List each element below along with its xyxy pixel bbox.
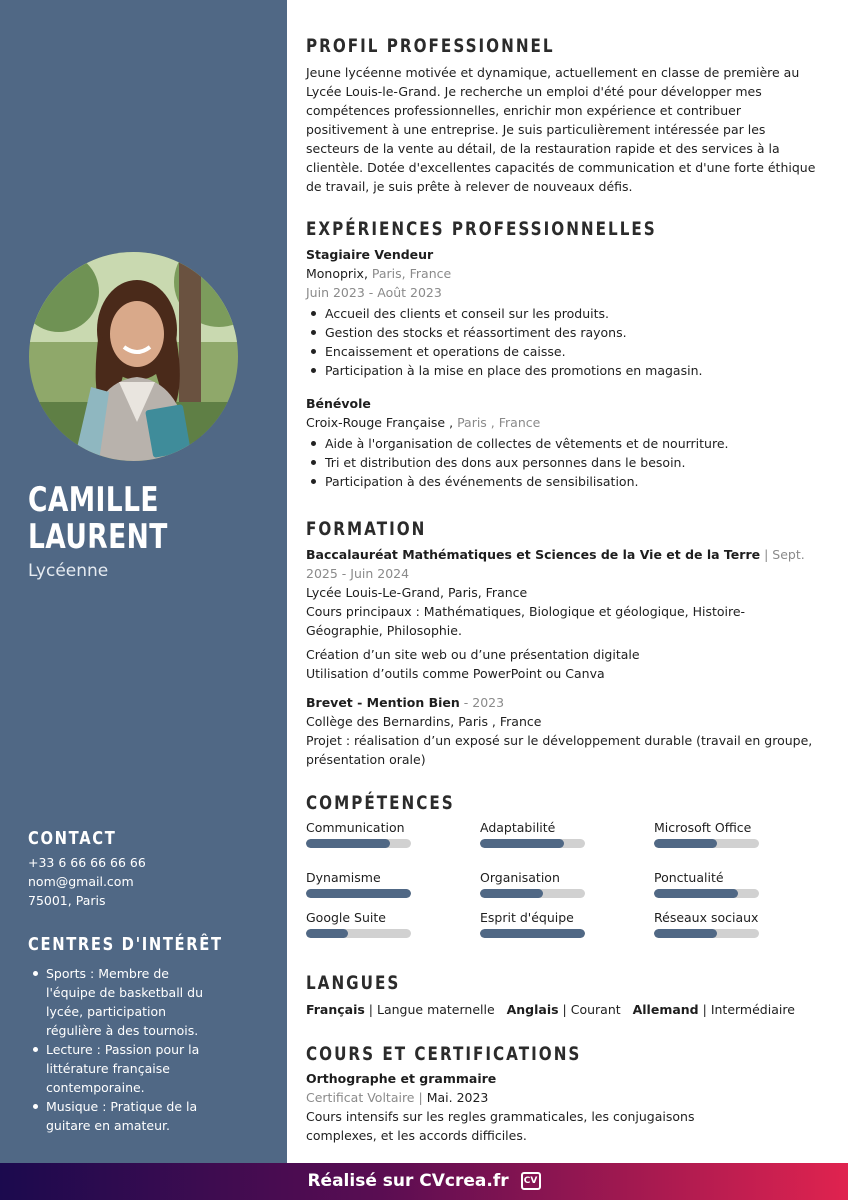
interest-item: Musique : Pratique de la guitare en amateur. [28, 1097, 203, 1135]
job-tasks [306, 304, 821, 380]
certifications-heading: COURS ET CERTIFICATIONS [306, 1043, 582, 1065]
job-company-line [306, 413, 821, 432]
skill-bar-fill [480, 929, 585, 938]
skill-bar-fill [654, 839, 717, 848]
education-header [306, 693, 821, 712]
education-entry [306, 545, 821, 683]
project: Projet : réalisation d’un exposé sur le développement durable (travail en groupe, présentation orale) [306, 733, 813, 767]
language-level: Langue maternelle [377, 1002, 495, 1017]
language-level: Intermédiaire [710, 1002, 795, 1017]
skill-bar-track [480, 889, 585, 898]
separator: | [764, 547, 769, 562]
cvcrea-logo-icon: CV [521, 1172, 541, 1190]
education-heading: FORMATION [306, 518, 427, 540]
skill-bar-track [654, 889, 759, 898]
interests-heading: CENTRES D'INTÉRÊT [28, 934, 223, 955]
skill-item [480, 870, 600, 885]
languages-line [306, 1000, 821, 1019]
interests-list [28, 964, 203, 1135]
interest-item: Lecture : Passion pour la littérature française contemporaine. [28, 1040, 203, 1097]
job-company: Monoprix, [306, 266, 368, 281]
language-name: Français [306, 1002, 365, 1017]
education-extra: Création d’un site web ou d’une présentation digitale [306, 647, 640, 662]
languages-heading: LANGUES [306, 972, 401, 994]
skill-bar-track [306, 839, 411, 848]
skill-name: Dynamisme [306, 870, 381, 885]
certification-entry [306, 1069, 821, 1145]
school: Collège des Bernardins, Paris , France [306, 714, 542, 729]
job-task: Participation à la mise en place des promotions en magasin. [306, 361, 821, 380]
sidebar [0, 0, 287, 1163]
email: nom@gmail.com [28, 874, 134, 889]
last-name: LAURENT [28, 517, 168, 557]
job-entry [306, 394, 821, 491]
interest-item: Sports : Membre de l'équipe de basketball du lycée, participation régulière à des tournois. [28, 964, 203, 1040]
certification-desc: complexes, et les accords difficiles. [306, 1128, 527, 1143]
job-task: Accueil des clients et conseil sur les produits. [306, 304, 821, 323]
skill-bar-track [306, 929, 411, 938]
skill-name: Adaptabilité [480, 820, 556, 835]
experience-heading: EXPÉRIENCES PROFESSIONNELLES [306, 218, 657, 240]
certification-name: Orthographe et grammaire [306, 1071, 497, 1086]
contact-info [28, 853, 146, 910]
skill-bar-track [654, 839, 759, 848]
certification-meta [306, 1088, 821, 1107]
footer-banner[interactable] [0, 1163, 848, 1200]
first-name: CAMILLE [28, 480, 159, 520]
skill-item [654, 820, 774, 835]
separator: | [702, 1002, 707, 1017]
contact-heading: CONTACT [28, 828, 117, 849]
skill-name: Microsoft Office [654, 820, 752, 835]
education-dates: - 2023 [463, 695, 505, 710]
skill-item [306, 820, 426, 835]
skill-name: Organisation [480, 870, 560, 885]
certification-date: Mai. 2023 [426, 1090, 489, 1105]
footer-text[interactable]: Réalisé sur CVcrea.fr [307, 1171, 509, 1191]
job-task: Participation à des événements de sensibilisation. [306, 472, 821, 491]
job-title: Bénévole [306, 396, 371, 411]
job-company-line [306, 264, 821, 283]
separator: | [562, 1002, 567, 1017]
skill-bar-fill [306, 839, 390, 848]
profile-text: Jeune lycéenne motivée et dynamique, actuellement en classe de première au Lycée Louis-le-Grand. Je recherche un emploi d'été pour développer mes compétences professionnelles, enrichir mon expérience et contribuer positivement à une entreprise. Je suis particulièrement intéressée par les secteurs de la vente au détail, de la restauration rapide et des services à la clientèle. Dotée d'excellentes capacités de communication et d'une forte éthique de travail, je suis prête à relever de nouveaux défis. [306, 65, 816, 194]
job-entry [306, 245, 821, 380]
skill-item [480, 820, 600, 835]
job-task: Aide à l'organisation de collectes de vêtements et de nourriture. [306, 434, 821, 453]
job-location: Paris, France [371, 266, 452, 281]
skill-name: Esprit d'équipe [480, 910, 574, 925]
skill-bar-track [480, 929, 585, 938]
skill-bar-track [480, 839, 585, 848]
separator: | [418, 1090, 423, 1105]
education-header [306, 545, 821, 583]
skill-bar-fill [480, 839, 564, 848]
job-company: Croix-Rouge Française , [306, 415, 454, 430]
profile-photo [29, 252, 238, 461]
education-dates: Sept. 2025 - Juin 2024 [306, 547, 805, 581]
job-tasks [306, 434, 821, 491]
skill-bar-track [654, 929, 759, 938]
skill-item [654, 870, 774, 885]
education-extra: Utilisation d’outils comme PowerPoint ou Canva [306, 666, 605, 681]
language-name: Allemand [632, 1002, 699, 1017]
language-level: Courant [570, 1002, 621, 1017]
address: 75001, Paris [28, 893, 106, 908]
skill-item [306, 870, 426, 885]
skill-item [480, 910, 600, 925]
degree: Baccalauréat Mathématiques et Sciences de la Vie et de la Terre [306, 547, 761, 562]
phone: +33 6 66 66 66 66 [28, 855, 146, 870]
skill-bar-track [306, 889, 411, 898]
skill-item [306, 910, 426, 925]
skill-name: Communication [306, 820, 405, 835]
profile-photo-image [29, 252, 238, 461]
skill-bar-fill [654, 889, 738, 898]
job-task: Encaissement et operations de caisse. [306, 342, 821, 361]
job-dates: Juin 2023 - Août 2023 [306, 285, 442, 300]
certification-issuer: Certificat Voltaire [306, 1090, 415, 1105]
skill-bar-fill [306, 889, 411, 898]
profile-heading: PROFIL PROFESSIONNEL [306, 35, 555, 57]
job-title: Stagiaire Vendeur [306, 247, 434, 262]
education-entry [306, 693, 821, 769]
courses: Cours principaux : Mathématiques, Biologique et géologique, Histoire-Géographie, Philosophie. [306, 604, 746, 638]
skill-name: Ponctualité [654, 870, 724, 885]
separator: | [368, 1002, 374, 1017]
job-task: Gestion des stocks et réassortiment des rayons. [306, 323, 821, 342]
certification-desc: Cours intensifs sur les regles grammaticales, les conjugaisons [306, 1109, 695, 1124]
skill-bar-fill [480, 889, 543, 898]
language-name: Anglais [506, 1002, 559, 1017]
skill-name: Réseaux sociaux [654, 910, 759, 925]
skill-item [654, 910, 774, 925]
skill-bar-fill [654, 929, 717, 938]
skill-name: Google Suite [306, 910, 386, 925]
job-location: Paris , France [457, 415, 541, 430]
person-name [28, 482, 168, 556]
job-task: Tri et distribution des dons aux personnes dans le besoin. [306, 453, 821, 472]
school: Lycée Louis-Le-Grand, Paris, France [306, 585, 528, 600]
person-role: Lycéenne [28, 561, 109, 581]
skill-bar-fill [306, 929, 348, 938]
degree: Brevet - Mention Bien [306, 695, 460, 710]
skills-heading: COMPÉTENCES [306, 792, 455, 814]
